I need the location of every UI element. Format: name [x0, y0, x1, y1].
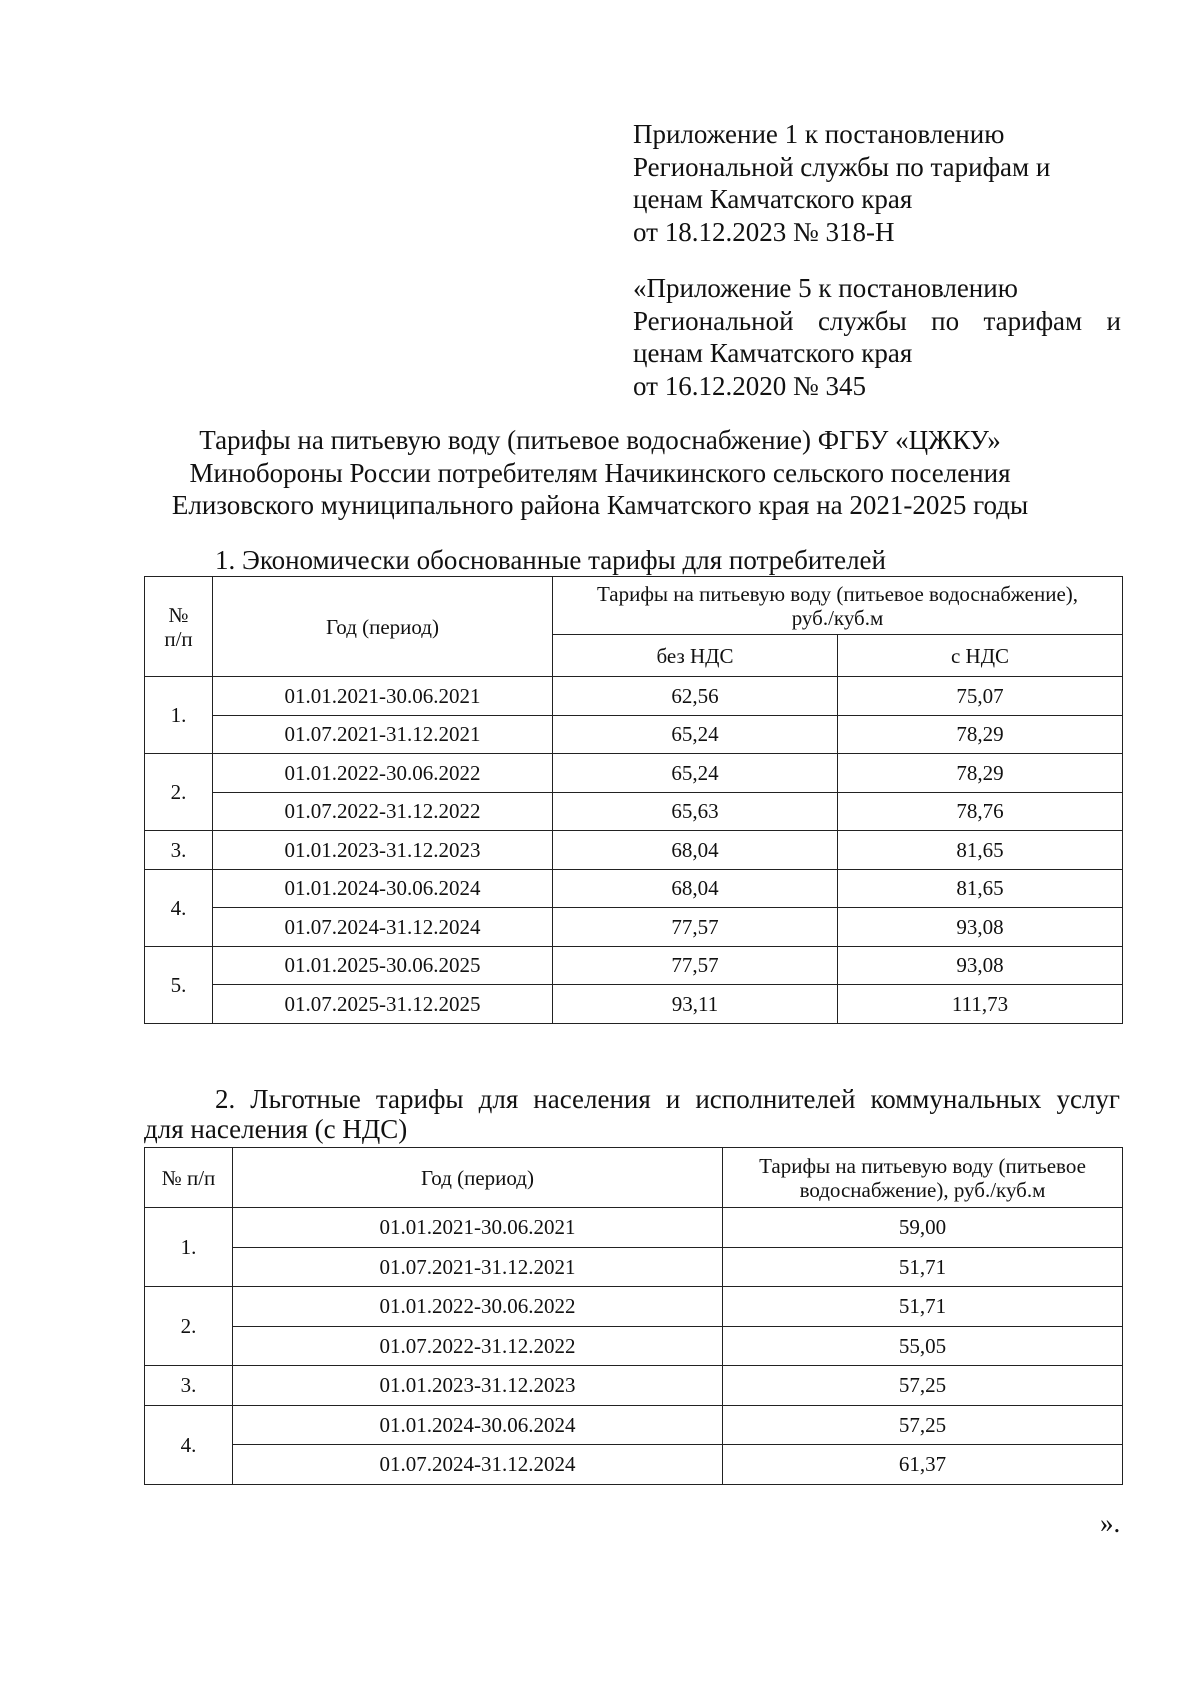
row-period: 01.01.2023-31.12.2023	[233, 1366, 723, 1406]
row-tariff-no-vat: 65,24	[553, 715, 838, 754]
row-period: 01.07.2025-31.12.2025	[213, 985, 553, 1024]
row-number: 2.	[145, 1287, 233, 1366]
row-number: 3.	[145, 831, 213, 870]
row-period: 01.07.2024-31.12.2024	[233, 1445, 723, 1485]
appendix-5-line-2: Региональной службы по тарифам и	[633, 305, 1121, 336]
table-row	[145, 1287, 1123, 1327]
row-tariff-value: 59,00	[723, 1208, 1123, 1248]
table-row	[145, 677, 1123, 716]
economic-tariffs-table	[144, 576, 1123, 1024]
table-row	[145, 869, 1123, 908]
appendix-1-line-4: от 18.12.2023 № 318-Н	[633, 216, 895, 247]
row-tariff-vat: 111,73	[838, 985, 1123, 1024]
row-number: 4.	[145, 1405, 233, 1484]
closing-quote: ».	[1100, 1508, 1121, 1538]
appendix-1-line-2: Региональной службы по тарифам и	[633, 151, 1051, 182]
document-title	[130, 424, 1070, 522]
row-tariff-no-vat: 65,24	[553, 754, 838, 793]
row-period: 01.07.2022-31.12.2022	[233, 1326, 723, 1366]
row-period: 01.01.2022-30.06.2022	[233, 1287, 723, 1327]
row-tariff-no-vat: 65,63	[553, 792, 838, 831]
col-header-period: Год (период)	[213, 577, 553, 677]
row-period: 01.01.2021-30.06.2021	[233, 1208, 723, 1248]
row-period: 01.01.2025-30.06.2025	[213, 946, 553, 985]
row-period: 01.01.2022-30.06.2022	[213, 754, 553, 793]
row-number: 1.	[145, 1208, 233, 1287]
row-tariff-value: 51,71	[723, 1247, 1123, 1287]
table-row	[145, 1208, 1123, 1248]
row-tariff-vat: 78,76	[838, 792, 1123, 831]
row-tariff-no-vat: 68,04	[553, 869, 838, 908]
appendix-1-line-3: ценам Камчатского края	[633, 184, 913, 214]
table-row	[145, 754, 1123, 793]
table-row	[145, 908, 1123, 947]
col-header-tariff	[553, 577, 1123, 635]
table-row	[145, 1247, 1123, 1287]
row-tariff-vat: 75,07	[838, 677, 1123, 716]
col-header-tariff-line-2: водоснабжение), руб./куб.м	[799, 1177, 1046, 1202]
appendix-5-line-3: ценам Камчатского края	[633, 338, 913, 368]
appendix-1-header	[633, 118, 1121, 248]
row-tariff-value: 57,25	[723, 1405, 1123, 1445]
row-period: 01.07.2021-31.12.2021	[233, 1247, 723, 1287]
title-line-1: Тарифы на питьевую воду (питьевое водоснабжение) ФГБУ «ЦЖКУ»	[199, 425, 1001, 455]
row-tariff-vat: 93,08	[838, 908, 1123, 947]
preferential-tariffs-table	[144, 1147, 1123, 1485]
col-header-tariff-line-1: Тарифы на питьевую воду (питьевое	[759, 1153, 1086, 1178]
preferential-tariffs-body	[145, 1208, 1123, 1485]
section-2-heading-line-1: 2. Льготные тарифы для населения и исполнителей коммунальных услуг	[215, 1084, 1120, 1114]
row-tariff-vat: 78,29	[838, 754, 1123, 793]
row-number: 2.	[145, 754, 213, 831]
table-row	[145, 831, 1123, 870]
row-period: 01.01.2024-30.06.2024	[213, 869, 553, 908]
row-tariff-no-vat: 77,57	[553, 908, 838, 947]
row-period: 01.01.2021-30.06.2021	[213, 677, 553, 716]
appendix-5-line-4: от 16.12.2020 № 345	[633, 370, 866, 401]
row-tariff-no-vat: 68,04	[553, 831, 838, 870]
col-header-number-sign: №	[168, 602, 189, 627]
row-number: 4.	[145, 869, 213, 946]
col-header-no-vat: без НДС	[553, 635, 838, 677]
section-1-heading: 1. Экономически обоснованные тарифы для потребителей	[215, 545, 886, 575]
row-tariff-vat: 93,08	[838, 946, 1123, 985]
row-period: 01.01.2024-30.06.2024	[233, 1405, 723, 1445]
row-tariff-no-vat: 62,56	[553, 677, 838, 716]
col-header-number	[145, 577, 213, 677]
row-tariff-vat: 78,29	[838, 715, 1123, 754]
row-tariff-value: 61,37	[723, 1445, 1123, 1485]
table-row	[145, 1405, 1123, 1445]
table-row	[145, 1445, 1123, 1485]
section-2-heading-line-2: для населения (с НДС)	[144, 1114, 408, 1144]
col-header-tariff-line-2: руб./куб.м	[791, 605, 884, 630]
row-period: 01.07.2021-31.12.2021	[213, 715, 553, 754]
row-tariff-value: 57,25	[723, 1366, 1123, 1406]
col-header-period: Год (период)	[233, 1148, 723, 1208]
title-line-2: Минобороны России потребителям Начикинского сельского поселения	[189, 457, 1011, 488]
col-header-vat: с НДС	[838, 635, 1123, 677]
table-row	[145, 985, 1123, 1024]
row-tariff-value: 51,71	[723, 1287, 1123, 1327]
row-period: 01.07.2022-31.12.2022	[213, 792, 553, 831]
row-number: 5.	[145, 946, 213, 1023]
appendix-1-line-1: Приложение 1 к постановлению	[633, 119, 1005, 149]
table-row	[145, 1326, 1123, 1366]
table-row	[145, 1366, 1123, 1406]
table-row	[145, 946, 1123, 985]
row-number: 1.	[145, 677, 213, 754]
col-header-number: № п/п	[145, 1148, 233, 1208]
row-period: 01.07.2024-31.12.2024	[213, 908, 553, 947]
table-row	[145, 792, 1123, 831]
col-header-tariff	[723, 1148, 1123, 1208]
row-tariff-value: 55,05	[723, 1326, 1123, 1366]
title-line-3: Елизовского муниципального района Камчатского края на 2021-2025 годы	[171, 490, 1029, 520]
row-tariff-vat: 81,65	[838, 869, 1123, 908]
row-tariff-no-vat: 77,57	[553, 946, 838, 985]
economic-tariffs-body	[145, 677, 1123, 1024]
appendix-5-line-1: «Приложение 5 к постановлению	[633, 273, 1018, 303]
row-period: 01.01.2023-31.12.2023	[213, 831, 553, 870]
row-tariff-vat: 81,65	[838, 831, 1123, 870]
row-number: 3.	[145, 1366, 233, 1406]
col-header-number-abbr: п/п	[164, 626, 193, 651]
table-row	[145, 715, 1123, 754]
row-tariff-no-vat: 93,11	[553, 985, 838, 1024]
appendix-5-header	[633, 272, 1121, 402]
col-header-tariff-line-1: Тарифы на питьевую воду (питьевое водоснабжение),	[596, 581, 1079, 606]
section-2-heading	[144, 1084, 1120, 1144]
